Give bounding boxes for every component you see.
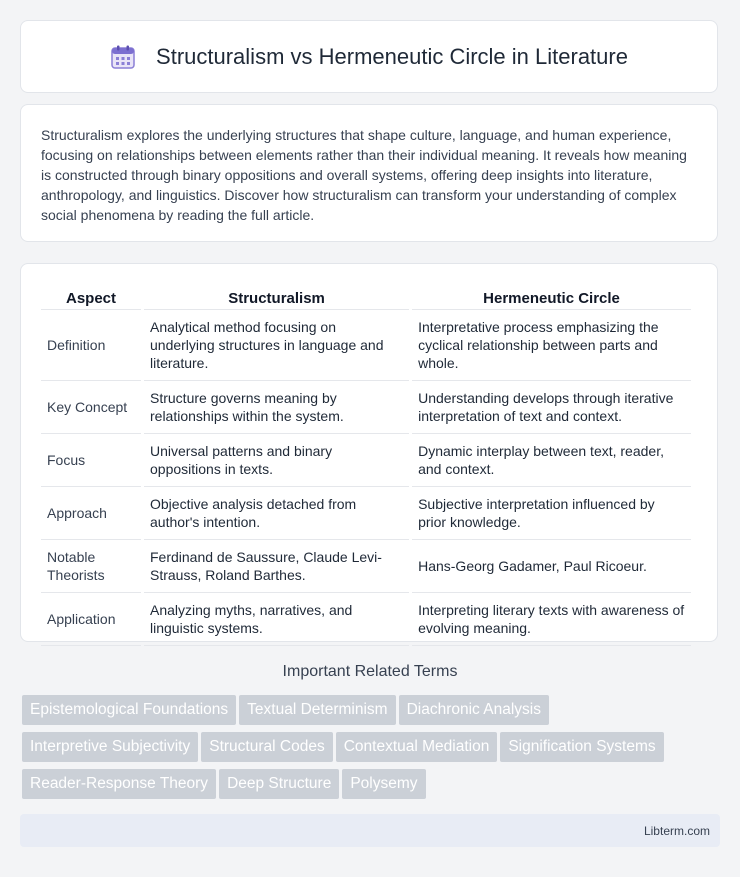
table-cell: Structure governs meaning by relationships within the system. [144,381,409,434]
related-term-tag[interactable]: Interpretive Subjectivity [22,732,198,762]
related-term-tag[interactable]: Signification Systems [500,732,663,762]
related-terms-title: Important Related Terms [282,663,458,680]
intro-text: Structuralism explores the underlying structures that shape culture, language, and human experience, focusing on relationships between elements rather than their individual meaning. It reveals how meaning is constructed through binary oppositions and overall systems, offering deep insights into literature, anthropology, and linguistics. Discover how structuralism can transform your understanding of complex social phenomena by reading the full article. [41,127,687,223]
footer-site-link[interactable]: Libterm.com [643,823,710,838]
table-cell: Dynamic interplay between text, reader, and context. [412,434,691,487]
table-cell: Understanding develops through iterative interpretation of text and context. [412,381,691,434]
comparison-table-card [20,263,718,642]
footer [20,814,720,847]
table-cell: Approach [41,487,141,540]
related-terms-list [22,695,722,806]
header-card [20,20,718,93]
table-cell: Universal patterns and binary oppositions in texts. [144,434,409,487]
table-cell: Analyzing myths, narratives, and linguistic systems. [144,593,409,646]
table-row [41,487,691,540]
related-term-tag[interactable]: Deep Structure [219,769,339,799]
page-title: Structuralism vs Hermeneutic Circle in Literature [156,43,628,69]
table-row [41,593,691,646]
table-row [41,381,691,434]
table-row [41,540,691,593]
table-cell: Interpretative process emphasizing the cyclical relationship between parts and whole. [412,310,691,381]
related-term-tag[interactable]: Polysemy [342,769,425,799]
related-term-tag[interactable]: Reader-Response Theory [22,769,216,799]
table-cell: Key Concept [41,381,141,434]
intro-card [20,104,718,242]
related-term-tag[interactable]: Structural Codes [201,732,332,762]
related-term-tag[interactable]: Diachronic Analysis [399,695,549,725]
related-term-tag[interactable]: Contextual Mediation [336,732,498,762]
table-cell: Notable Theorists [41,540,141,593]
column-header: Aspect [41,282,141,310]
column-header: Structuralism [144,282,409,310]
related-term-tag[interactable]: Textual Determinism [239,695,395,725]
calendar-icon [110,44,136,70]
table-cell: Subjective interpretation influenced by prior knowledge. [412,487,691,540]
table-cell: Analytical method focusing on underlying structures in language and literature. [144,310,409,381]
table-cell: Application [41,593,141,646]
table-cell: Objective analysis detached from author's intention. [144,487,409,540]
table-cell: Hans-Georg Gadamer, Paul Ricoeur. [412,540,691,593]
table-cell: Interpreting literary texts with awareness of evolving meaning. [412,593,691,646]
related-term-tag[interactable]: Epistemological Foundations [22,695,236,725]
table-cell: Focus [41,434,141,487]
column-header: Hermeneutic Circle [412,282,691,310]
table-row [41,310,691,381]
table-header-row [41,282,691,310]
comparison-table [38,282,694,646]
table-row [41,434,691,487]
table-cell: Definition [41,310,141,381]
table-cell: Ferdinand de Saussure, Claude Levi-Strauss, Roland Barthes. [144,540,409,593]
